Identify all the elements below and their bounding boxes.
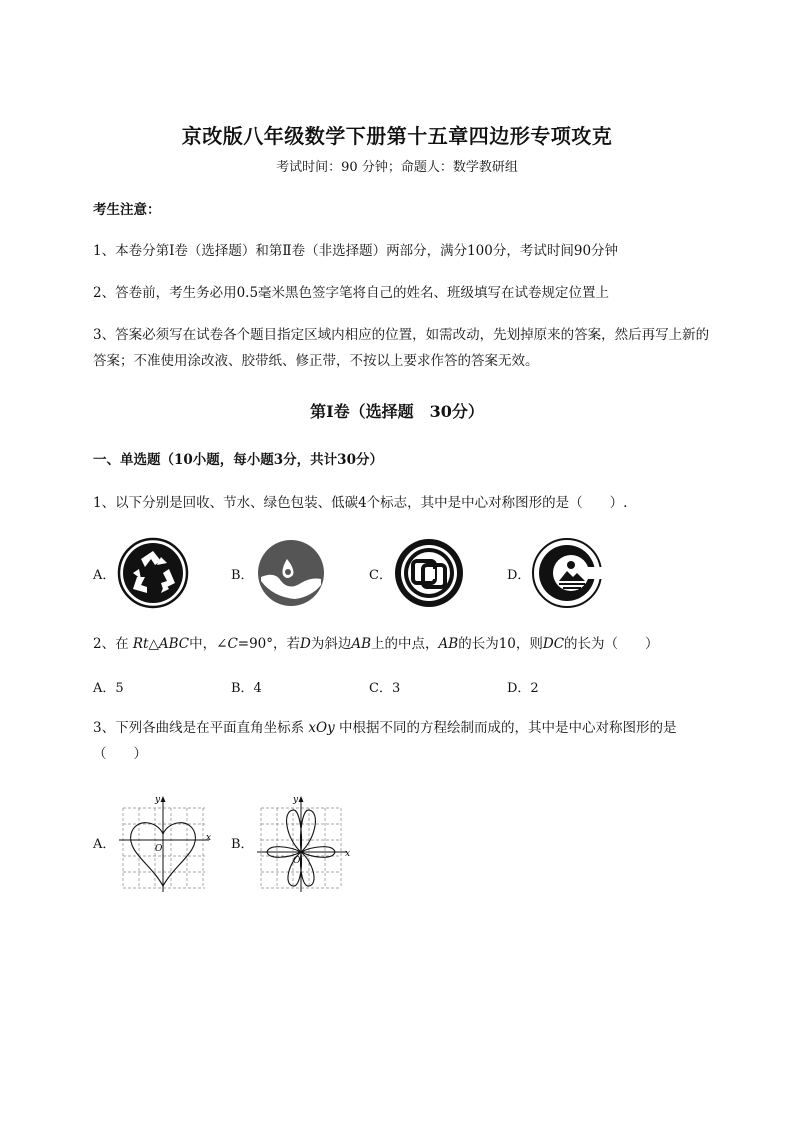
y-axis-label: y (155, 795, 161, 805)
question-1-text: 1、以下分别是回收、节水、绿色包装、低碳4个标志，其中是中心对称图形的是（ ）. (93, 495, 628, 511)
q2-text: =90°，若 (237, 636, 301, 652)
option-label: C． (369, 567, 392, 583)
origin-label: O (155, 844, 163, 854)
origin-label: O (293, 856, 301, 866)
question-2-text (93, 631, 713, 657)
math-rt-triangle: Rt△ABC (132, 636, 190, 652)
section-title: 第Ⅰ卷（选择题 30分） (310, 402, 484, 421)
q2-text: 的长为（ ） (564, 636, 659, 652)
x-axis-label: x (345, 849, 351, 859)
q2-text: 中，∠ (189, 636, 228, 652)
notice-item-2: 2、答卷前，考生务必用0.5毫米黑色签字笔将自己的姓名、班级填写在试卷规定位置上 (93, 285, 610, 301)
option-label: B． (231, 567, 254, 583)
four-petal-curve-graph (255, 790, 355, 895)
page-subtitle: 考试时间：90 分钟；命题人：数学教研组 (276, 160, 518, 175)
math-xoy: xOy (308, 720, 335, 736)
q3-text: 中根据不同的方程绘制而成的，其中是中心对称图形的是 (334, 720, 677, 736)
q3-text: （ ） (93, 746, 147, 762)
question-3-options (93, 785, 493, 900)
option-label: A． (93, 837, 116, 852)
part-title: 一、单选题（10小题，每小题3分，共计30分） (93, 452, 383, 468)
y-axis-label: y (293, 795, 299, 805)
q2-text: 的长为10，则 (458, 636, 543, 652)
q2-text: 2、在 (93, 636, 133, 652)
heart-curve-graph (117, 790, 213, 895)
math-c: C (227, 636, 238, 652)
option-b[interactable] (231, 785, 355, 900)
option-d[interactable] (507, 533, 603, 613)
option-c[interactable]: C．3 (369, 681, 401, 696)
math-ab: AB (351, 636, 372, 652)
q2-text: 上的中点， (371, 636, 439, 652)
option-label: D． (507, 567, 531, 583)
option-a[interactable]: A．5 (93, 681, 124, 696)
low-carbon-icon (531, 537, 603, 609)
option-b[interactable] (231, 533, 327, 613)
option-label: B． (231, 837, 254, 852)
green-package-icon (393, 537, 465, 609)
option-c[interactable] (369, 533, 465, 613)
math-d: D (300, 636, 311, 652)
x-axis-label: x (206, 833, 212, 843)
notice-item-3: 3、答案必须写在试卷各个题目指定区域内相应的位置，如需改动，先划掉原来的答案，然后再写上新的答案；不准使用涂改液、胶带纸、修正带，不按以上要求作答的答案无效。 (93, 327, 710, 369)
q2-text: 为斜边 (310, 636, 352, 652)
option-a[interactable] (93, 785, 213, 900)
option-d[interactable]: D．2 (507, 681, 539, 696)
q3-text: 3、下列各曲线是在平面直角坐标系 (93, 720, 309, 736)
notice-item-1: 1、本卷分第Ⅰ卷（选择题）和第Ⅱ卷（非选择题）两部分，满分100分，考试时间90分钟 (93, 243, 619, 259)
math-dc: DC (542, 636, 565, 652)
recycle-icon (117, 537, 189, 609)
option-a[interactable] (93, 533, 189, 613)
notice-heading: 考生注意： (93, 202, 161, 218)
page-title: 京改版八年级数学下册第十五章四边形专项攻克 (181, 124, 613, 148)
option-label: A． (93, 567, 116, 583)
option-b[interactable]: B．4 (231, 681, 262, 696)
question-1-options (93, 533, 713, 613)
water-drop-icon (255, 537, 327, 609)
math-ab: AB (438, 636, 459, 652)
question-3-text (93, 715, 713, 767)
